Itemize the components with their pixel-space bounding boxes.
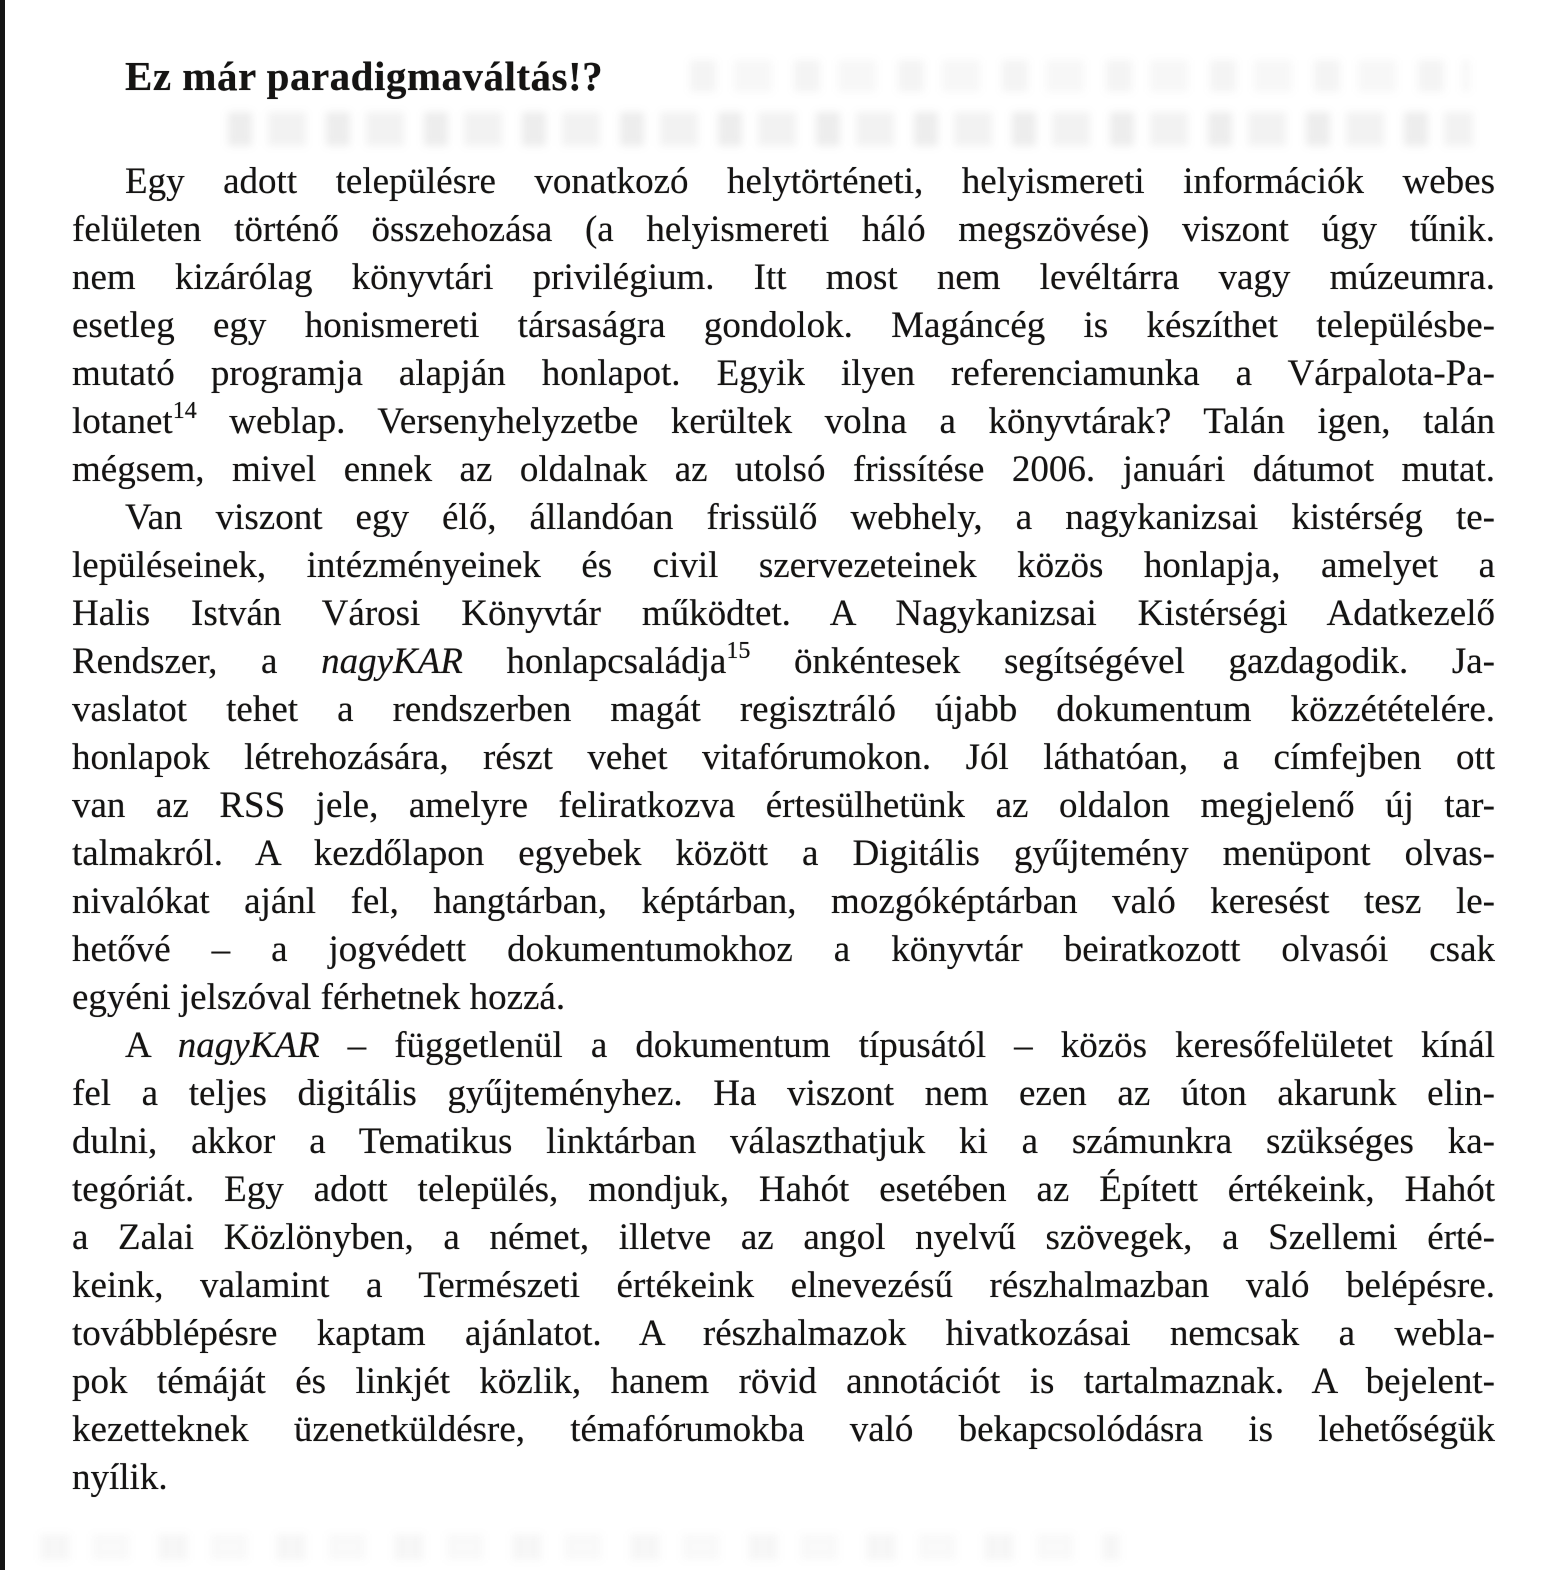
text-segment: tegóriát. Egy adott település, mondjuk, Hahót esetében az Épített értékeink, Hahót (72, 1169, 1495, 1210)
text-line (72, 974, 1495, 1022)
text-line (72, 686, 1495, 734)
text-line (72, 1166, 1495, 1214)
text-line (72, 158, 1495, 206)
text-line (72, 1406, 1495, 1454)
text-segment: honlapok létrehozására, részt vehet vitafórumokon. Jól láthatóan, a címfejben ott (72, 737, 1495, 778)
text-line (72, 398, 1495, 446)
text-segment: hetővé – a jogvédett dokumentumokhoz a könyvtár beiratkozott olvasói csak (72, 929, 1495, 970)
text-line (72, 782, 1495, 830)
paragraph (72, 1022, 1495, 1502)
text-segment: vaslatot tehet a rendszerben magát regisztráló újabb dokumentum közzétételére. (72, 689, 1495, 730)
text-segment: weblap. Versenyhelyzetbe kerültek volna a könyvtárak? Talán igen, talán (196, 401, 1495, 442)
text-segment: nagyKAR (321, 641, 463, 682)
text-segment: fel a teljes digitális gyűjteményhez. Ha viszont nem ezen az úton akarunk elin- (72, 1073, 1495, 1114)
paragraph (72, 494, 1495, 1022)
text-segment: A (125, 1025, 178, 1066)
text-segment: továbblépésre kaptam ajánlatot. A részhalmazok hivatkozásai nemcsak a webla- (72, 1313, 1495, 1354)
scan-gutter-bar (0, 0, 5, 1570)
text-segment: felületen történő összehozása (a helyismereti háló megszövése) viszont úgy tűnik. (72, 209, 1495, 250)
text-segment: Egy adott településre vonatkozó helytörténeti, helyismereti információk webes (125, 161, 1495, 202)
text-line (72, 1070, 1495, 1118)
text-line (72, 254, 1495, 302)
footnote-reference: 15 (726, 638, 751, 664)
text-segment: talmakról. A kezdőlapon egyebek között a Digitális gyűjtemény menüpont olvas- (72, 833, 1495, 874)
text-line (72, 542, 1495, 590)
page-bleed-through (40, 1534, 1120, 1560)
page-bleed-through (228, 112, 1473, 146)
text-segment: nyílik. (72, 1457, 168, 1498)
text-line (72, 206, 1495, 254)
text-segment: esetleg egy honismereti társaságra gondolok. Magáncég is készíthet településbe- (72, 305, 1495, 346)
text-segment: önkéntesek segítségével gazdagodik. Ja- (750, 641, 1495, 682)
text-line (72, 638, 1495, 686)
text-segment: van az RSS jele, amelyre feliratkozva értesülhetünk az oldalon megjelenő új tar- (72, 785, 1495, 826)
text-segment: mégsem, mivel ennek az oldalnak az utolsó frissítése 2006. januári dátumot mutat. (72, 449, 1495, 490)
text-segment: nagyKAR (177, 1025, 320, 1066)
text-line (72, 830, 1495, 878)
text-line (72, 1262, 1495, 1310)
text-line (72, 1214, 1495, 1262)
text-line (72, 446, 1495, 494)
page-title: Ez már paradigmaváltás!? (125, 53, 604, 99)
text-line (72, 878, 1495, 926)
text-segment: Van viszont egy élő, állandóan frissülő webhely, a nagykanizsai kistérség te- (125, 497, 1495, 538)
text-line (72, 350, 1495, 398)
text-line (72, 926, 1495, 974)
text-segment: mutató programja alapján honlapot. Egyik ilyen referenciamunka a Várpalota-Pa- (72, 353, 1495, 394)
text-line (72, 1310, 1495, 1358)
text-segment: lotanet (72, 401, 173, 442)
text-segment: nivalókat ajánl fel, hangtárban, képtárban, mozgóképtárban való keresést tesz le- (72, 881, 1495, 922)
text-block (72, 158, 1495, 1502)
text-line (72, 1454, 1495, 1502)
text-segment: honlapcsaládja (462, 641, 727, 682)
text-segment: nem kizárólag könyvtári privilégium. Itt most nem levéltárra vagy múzeumra. (72, 257, 1495, 298)
text-segment: – függetlenül a dokumentum típusától – közös keresőfelületet kínál (319, 1025, 1495, 1066)
text-line (72, 734, 1495, 782)
text-segment: lepüléseinek, intézményeinek és civil szervezeteinek közös honlapja, amelyet a (72, 545, 1495, 586)
text-segment: Halis István Városi Könyvtár működtet. A Nagykanizsai Kistérségi Adatkezelő (72, 593, 1495, 634)
page-bleed-through (690, 60, 1470, 92)
text-segment: keink, valamint a Természeti értékeink elnevezésű részhalmazban való belépésre. (72, 1265, 1495, 1306)
text-line (72, 302, 1495, 350)
text-segment: a Zalai Közlönyben, a német, illetve az angol nyelvű szövegek, a Szellemi érté- (72, 1217, 1495, 1258)
footnote-reference: 14 (172, 398, 197, 424)
text-segment: egyéni jelszóval férhetnek hozzá. (72, 977, 566, 1018)
text-line (72, 1118, 1495, 1166)
text-line (72, 1022, 1495, 1070)
paragraph (72, 158, 1495, 494)
text-segment: dulni, akkor a Tematikus linktárban választhatjuk ki a számunkra szükséges ka- (72, 1121, 1495, 1162)
text-line (72, 1358, 1495, 1406)
text-segment: Rendszer, a (72, 641, 322, 682)
text-line (72, 494, 1495, 542)
text-line (72, 590, 1495, 638)
text-segment: pok témáját és linkjét közlik, hanem rövid annotációt is tartalmaznak. A bejelent- (72, 1361, 1495, 1402)
text-segment: kezetteknek üzenetküldésre, témafórumokba való bekapcsolódásra is lehetőségük (72, 1409, 1495, 1450)
